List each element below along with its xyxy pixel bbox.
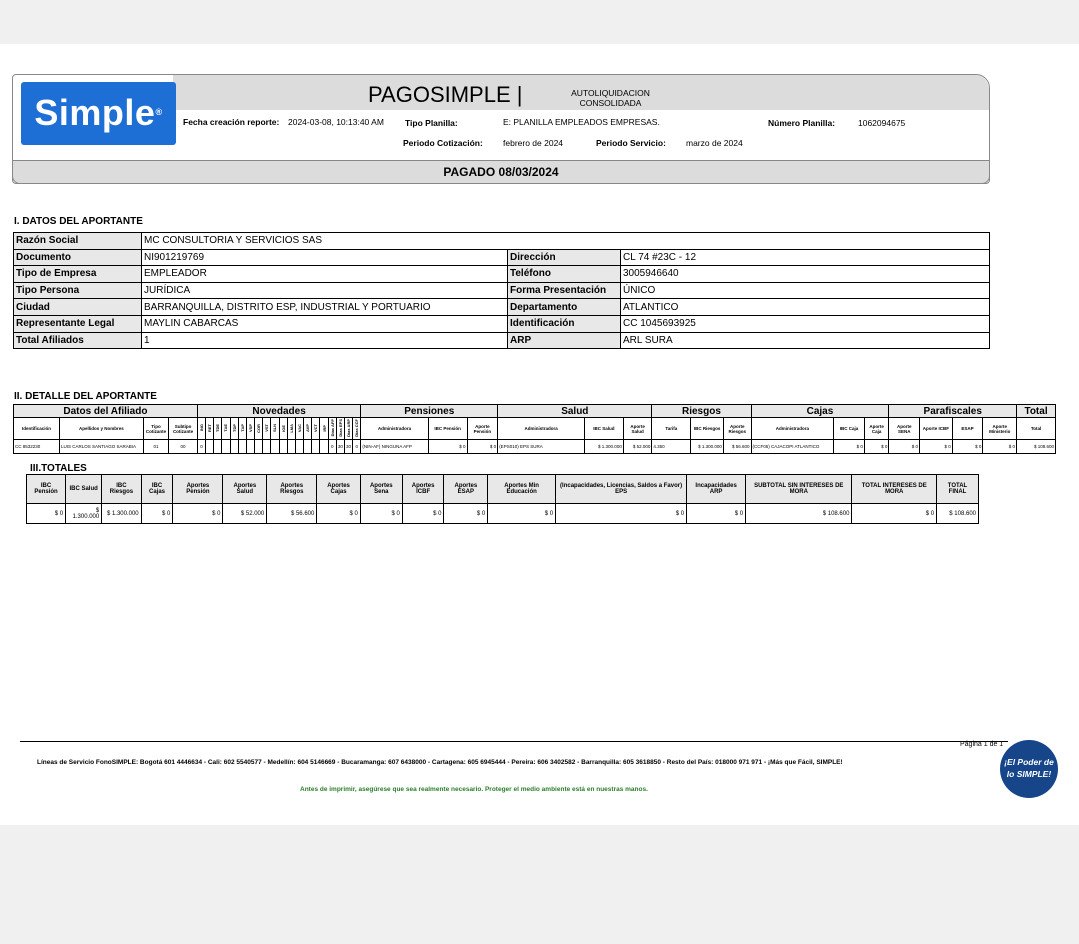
cell-nov	[304, 440, 312, 454]
col-tarifa: Tarifa	[652, 418, 691, 440]
cell-nov	[271, 440, 279, 454]
col-nov-irp: IRP	[321, 424, 327, 432]
col-nov-ing: ING	[198, 424, 204, 432]
col-nov-tde: TDE	[215, 424, 221, 432]
razon-value: MC CONSULTORIA Y SERVICIOS SAS	[142, 233, 990, 250]
tot-value: $ 1.300.000	[102, 504, 141, 524]
cell-nombre: LUIS CARLOS SANTIAGO SARABIA	[59, 440, 143, 454]
col-dias-arp: Días ARP	[346, 419, 352, 437]
tot-header: IBC Salud	[66, 475, 102, 504]
tipo-empresa-label: Tipo de Empresa	[14, 266, 142, 283]
col-nov-ret: RET	[207, 424, 213, 432]
tot-header: TOTAL FINAL	[937, 475, 979, 504]
numero-planilla-value: 1062094675	[858, 118, 906, 128]
page-title: PAGOSIMPLE |	[368, 82, 523, 107]
identificacion-value: CC 1045693925	[621, 315, 990, 332]
cell-ibc-riesgos: $ 1.300.000	[691, 440, 724, 454]
telefono-label: Teléfono	[508, 266, 621, 283]
col-nov-cor: COR	[256, 423, 262, 433]
tot-header: IBC Cajas	[141, 475, 173, 504]
tot-value: $ 0	[556, 504, 687, 524]
section-detalle-title: II. DETALLE DEL APORTANTE	[14, 391, 157, 402]
direccion-label: Dirección	[508, 249, 621, 266]
group-riesgos: Riesgos	[652, 405, 751, 418]
service-lines: Líneas de Servicio FonoSIMPLE: Bogotá 601 4446634 - Cali: 602 5540577 - Medellín: 604 5146669 - Bucaramanga: 607 6438000 - Cartagena: 605 6945444 - Pereira: 606 3402582 - Barranquilla: 605 3618850 - Resto del País: 018000 971 971 - ¡Más que Fácil, SIMPLE!	[37, 759, 843, 766]
cell-nov	[238, 440, 246, 454]
representante-value: MAYLIN CABARCAS	[142, 315, 508, 332]
cell-dias-arp: 30	[344, 440, 352, 454]
cell-nov	[230, 440, 238, 454]
cell-aporte-caja: $ 0	[864, 440, 889, 454]
col-salud-admin: Administradora	[498, 418, 585, 440]
telefono-value: 3005946640	[621, 266, 990, 283]
tipo-empresa-value: EMPLEADOR	[142, 266, 508, 283]
forma-label: Forma Presentación	[508, 282, 621, 299]
col-dias-ccf: Días CCF	[354, 419, 360, 437]
forma-value: ÚNICO	[621, 282, 990, 299]
cell-ibc-pension: $ 0	[428, 440, 467, 454]
payment-status: PAGADO 08/03/2024	[12, 160, 990, 184]
footer-divider	[20, 741, 1008, 742]
cell-identificacion: CC 8532230	[14, 440, 60, 454]
cell-ibc-salud: $ 1.300.000	[585, 440, 624, 454]
arp-label: ARP	[508, 332, 621, 349]
page-subtitle: AUTOLIQUIDACION CONSOLIDADA	[571, 88, 650, 108]
identificacion-label: Identificación	[508, 315, 621, 332]
numero-planilla-label: Número Planilla:	[768, 118, 836, 128]
col-nov-lma: LMA	[288, 423, 294, 433]
table-row	[14, 282, 990, 299]
cell-dias-eps: 30	[336, 440, 344, 454]
logo-text: Simple	[34, 92, 156, 133]
col-aporte-salud: Aporte Salud	[623, 418, 652, 440]
tot-header: Aportes Riesgos	[267, 475, 317, 504]
col-aporte-riesgos: Aporte Riesgos	[723, 418, 751, 440]
cell-nov	[320, 440, 328, 454]
tipo-planilla-value: E: PLANILLA EMPLEADOS EMPRESAS.	[503, 117, 660, 127]
col-nov-tdp: TDP	[231, 424, 237, 432]
environment-notice: Antes de imprimir, asegúrese que sea realmente necesario. Proteger el medio ambiente está en nuestras manos.	[300, 786, 648, 793]
group-salud: Salud	[498, 405, 652, 418]
col-dias-afp: Días AFP	[329, 419, 335, 437]
col-total: Total	[1017, 418, 1056, 440]
fecha-value: 2024-03-08, 10:13:40 AM	[288, 117, 384, 127]
direccion-value: CL 74 #23C - 12	[621, 249, 990, 266]
cell-dias-ccf: 0	[353, 440, 361, 454]
col-ibc-riesgos: IBC Riesgos	[691, 418, 724, 440]
cell-nov	[295, 440, 303, 454]
tot-value: $ 0	[444, 504, 488, 524]
col-aporte-pension: Aporte Pensión	[467, 418, 498, 440]
tot-header: Aportes ESAP	[444, 475, 488, 504]
table-row	[14, 266, 990, 283]
razon-label: Razón Social	[14, 233, 142, 250]
periodo-cotizacion-value: febrero de 2024	[503, 138, 564, 148]
ciudad-value: BARRANQUILLA, DISTRITO ESP, INDUSTRIAL Y PORTUARIO	[142, 299, 508, 316]
cell-nov	[312, 440, 320, 454]
col-nov-tae: TAE	[223, 424, 229, 432]
tot-value: $ 0	[852, 504, 937, 524]
group-novedades: Novedades	[197, 405, 360, 418]
tipo-planilla-label: Tipo Planilla:	[405, 118, 458, 128]
tot-value: $ 0	[173, 504, 223, 524]
col-nov-vac: VAC	[297, 423, 302, 433]
tot-header: SUBTOTAL SIN INTERESES DE MORA	[746, 475, 852, 504]
col-nov-avp: AVP	[305, 424, 311, 432]
periodo-servicio-value: marzo de 2024	[686, 138, 743, 148]
group-cajas: Cajas	[751, 405, 889, 418]
col-nov-tap: TAP	[239, 424, 245, 432]
cell-nov	[263, 440, 271, 454]
cell-dias-afp: 0	[328, 440, 336, 454]
cell-tipo: 01	[143, 440, 169, 454]
ciudad-label: Ciudad	[14, 299, 142, 316]
tot-value: $ 56.600	[267, 504, 317, 524]
cell-pension-admin: (NIN-AF) NINGUNA AFP	[361, 440, 428, 454]
tot-value: $ 108.600	[937, 504, 979, 524]
col-nov-vst: VST	[264, 424, 270, 432]
departamento-value: ATLANTICO	[621, 299, 990, 316]
cell-aporte-pension: $ 0	[467, 440, 498, 454]
tot-header: IBC Pensión	[27, 475, 66, 504]
cell-icbf: $ 0	[920, 440, 953, 454]
cell-salud-admin: (EPS010) EPS SURA	[498, 440, 585, 454]
tot-header: Aportes Sena	[360, 475, 402, 504]
tipo-persona-value: JURÍDICA	[142, 282, 508, 299]
col-esap: ESAP	[952, 418, 983, 440]
col-ibc-caja: IBC Caja	[834, 418, 865, 440]
cell-ibc-caja: $ 0	[834, 440, 865, 454]
col-nov-ige: IGE	[280, 424, 286, 432]
cell-nov	[214, 440, 222, 454]
col-nombre: Apellidos y Nombres	[59, 418, 143, 440]
cell-nov	[255, 440, 263, 454]
col-sena: Aporte SENA	[889, 418, 920, 440]
group-total: Total	[1017, 405, 1056, 418]
table-row	[27, 504, 979, 524]
departamento-label: Departamento	[508, 299, 621, 316]
col-icbf: Aporte ICBF	[920, 418, 953, 440]
tot-value: $ 108.600	[746, 504, 852, 524]
arp-value: ARL SURA	[621, 332, 990, 349]
cell-nov	[287, 440, 295, 454]
tot-value: $ 0	[402, 504, 444, 524]
page-number: Página 1 de 1	[960, 741, 1004, 748]
col-ministerio: Aporte Ministerio	[983, 418, 1017, 440]
tot-value: $ 0	[360, 504, 402, 524]
tot-header: Aportes Cajas	[317, 475, 360, 504]
col-dias-eps: Días EPS	[337, 419, 343, 437]
totales-header-row	[27, 475, 979, 504]
tot-header: IBC Riesgos	[102, 475, 141, 504]
tot-header: Aportes ICBF	[402, 475, 444, 504]
group-parafiscales: Parafiscales	[889, 405, 1017, 418]
tot-value: $ 0	[488, 504, 556, 524]
tot-header: TOTAL INTERESES DE MORA	[852, 475, 937, 504]
table-row	[14, 299, 990, 316]
fecha-label: Fecha creación reporte:	[183, 117, 280, 127]
periodo-cotizacion-label: Periodo Cotización:	[403, 138, 483, 148]
cell-aporte-riesgos: $ 56.600	[723, 440, 751, 454]
cell-aporte-salud: $ 52.000	[623, 440, 652, 454]
periodo-servicio-label: Periodo Servicio:	[596, 138, 666, 148]
report-sheet	[0, 44, 1079, 825]
detalle-table	[13, 404, 1056, 454]
tot-value: $ 0	[317, 504, 360, 524]
group-header-row	[14, 405, 1056, 418]
group-pensiones: Pensiones	[361, 405, 498, 418]
col-ibc-salud: IBC Salud	[585, 418, 624, 440]
simple-logo: Simple®	[21, 82, 176, 145]
group-afiliado: Datos del Afiliado	[14, 405, 198, 418]
section-aportante-title: I. DATOS DEL APORTANTE	[14, 216, 143, 227]
tot-header: Aportes Min Educación	[488, 475, 556, 504]
section-totales-title: III.TOTALES	[30, 463, 87, 474]
table-row	[14, 249, 990, 266]
table-row	[14, 315, 990, 332]
cell-tarifa: 4.350	[652, 440, 691, 454]
total-afiliados-label: Total Afiliados	[14, 332, 142, 349]
tot-value: $ 52.000	[223, 504, 267, 524]
representante-label: Representante Legal	[14, 315, 142, 332]
tot-value: $ 0	[27, 504, 66, 524]
table-row	[14, 233, 990, 250]
brand-badge: ¡El Poder de lo SIMPLE!	[1000, 740, 1058, 798]
cell-nov	[222, 440, 230, 454]
col-aporte-caja: Aporte Caja	[864, 418, 889, 440]
table-row	[14, 440, 1056, 454]
cell-nov	[206, 440, 214, 454]
cell-total: $ 108.600	[1017, 440, 1056, 454]
tot-value: $ 0	[687, 504, 746, 524]
documento-value: NI901219769	[142, 249, 508, 266]
total-afiliados-value: 1	[142, 332, 508, 349]
documento-label: Documento	[14, 249, 142, 266]
cell-ministerio: $ 0	[983, 440, 1017, 454]
col-ibc-pension: IBC Pensión	[428, 418, 467, 440]
cell-sena: $ 0	[889, 440, 920, 454]
totales-table	[26, 474, 979, 524]
col-identificacion: Identificación	[14, 418, 60, 440]
tot-header: Incapacidades ARP	[687, 475, 746, 504]
table-row	[14, 332, 990, 349]
cell-subtipo: 00	[169, 440, 198, 454]
cell-nov	[279, 440, 287, 454]
tot-value: $ 1.300.000	[66, 504, 102, 524]
col-subtipo: Subtipo Cotizante	[169, 418, 198, 440]
col-nov-vct: VCT	[313, 424, 319, 432]
col-nov-vsp: VSP	[247, 423, 253, 432]
cell-nov-ing: 0	[197, 440, 205, 454]
column-header-row	[14, 418, 1056, 440]
tot-header: Aportes Salud	[223, 475, 267, 504]
tot-header: Aportes Pensión	[173, 475, 223, 504]
col-nov-sln: SLN	[272, 424, 278, 432]
col-caja-admin: Administradora	[751, 418, 834, 440]
cell-esap: $ 0	[952, 440, 983, 454]
col-pension-admin: Administradora	[361, 418, 428, 440]
aportante-table	[13, 232, 990, 349]
col-tipo: Tipo Cotizante	[143, 418, 169, 440]
tot-header: (Incapacidades, Licencias, Saldos a Favor) EPS	[556, 475, 687, 504]
tipo-persona-label: Tipo Persona	[14, 282, 142, 299]
cell-nov	[246, 440, 254, 454]
cell-caja-admin: (CCF05) CAJACOPI ATLANTICO	[751, 440, 834, 454]
tot-value: $ 0	[141, 504, 173, 524]
